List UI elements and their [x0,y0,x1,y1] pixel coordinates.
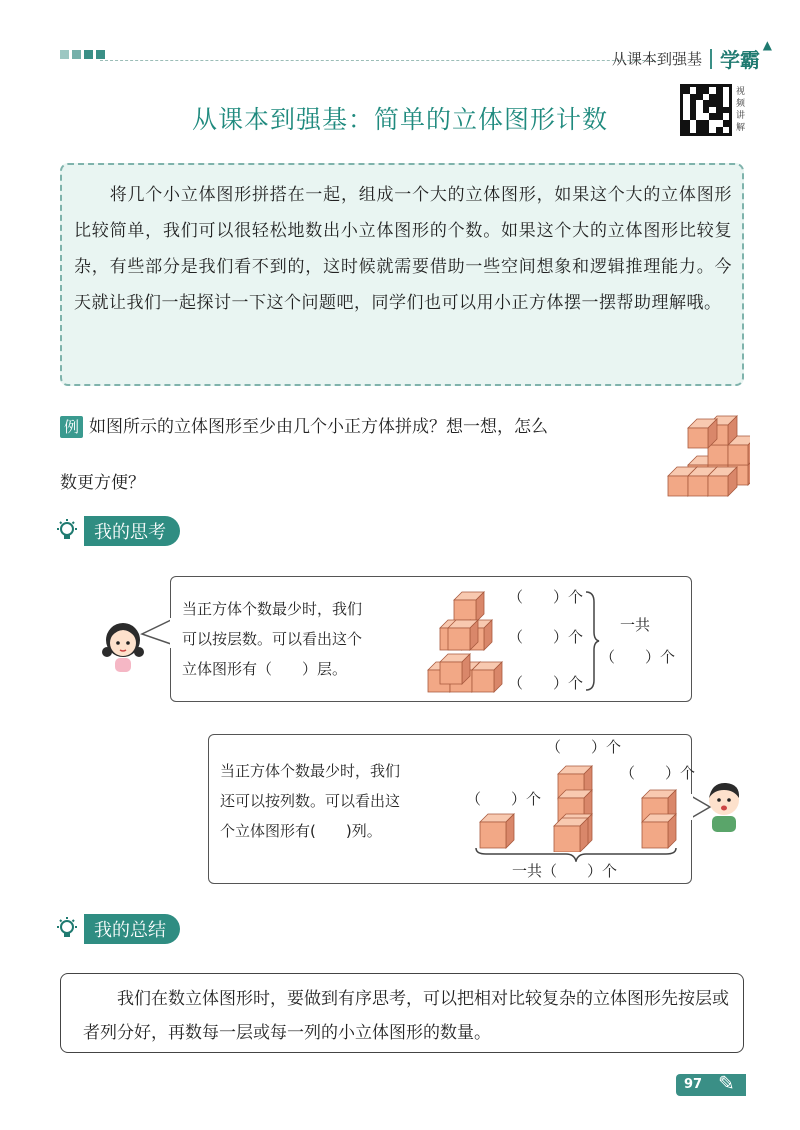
qr-module [716,94,723,101]
layer-top-count: （ ）个 [508,588,584,606]
qr-module [683,120,690,127]
intro-box [60,163,744,386]
qr-module [696,94,703,101]
cube-face [480,822,506,848]
qr-module [690,107,697,114]
pencil-icon: ✎ [718,1071,735,1095]
bubble1-line2: 可以按层数。可以看出这个 [182,630,363,648]
header-divider [100,60,660,61]
qr-module [723,107,730,114]
qr-module [709,100,716,107]
brand-logo [720,38,772,73]
bubble2-line3: 个立体图形有( )列。 [220,822,382,840]
qr-module [696,120,703,127]
qr-module [716,100,723,107]
header-brand-area [611,38,772,73]
example-text-line2: 数更方便？ [60,473,145,493]
qr-module [683,127,690,134]
bubble1-line3: 立体图形有（ ）层。 [182,660,348,678]
summary-box [60,973,744,1053]
qr-module [716,127,723,134]
qr-module [716,87,723,94]
qr-module [703,87,710,94]
cube-face [440,662,462,684]
qr-module [703,127,710,134]
layers-total-label: 一共 [620,616,651,634]
qr-module [696,127,703,134]
columns-total: 一共（ ）个 [512,862,618,880]
right-brace [584,590,600,692]
brand-text: 学霸 [720,48,760,72]
qr-module [703,100,710,107]
page-number: 97 [676,1074,746,1096]
qr-module [709,113,716,120]
example-cube-figure [660,408,750,500]
cube-face [454,600,476,622]
column-left-count: （ ）个 [466,790,542,808]
cube-face [708,476,728,496]
header-separator [710,49,712,69]
girl-avatar [100,618,146,674]
qr-module [696,87,703,94]
cube-face [668,476,688,496]
section-thinking [52,516,180,546]
cube-face [688,476,708,496]
example-text-line1: 如图所示的立体图形至少由几个小正方体拼成？想一想，怎么 [89,417,549,437]
layers-cube-figure [424,580,506,698]
qr-module [703,120,710,127]
cube-face [728,445,748,465]
cube-face [708,445,728,465]
book-name: 从课本到强基 [611,50,702,68]
bubble2-text [220,756,400,846]
intro-text: 将几个小立体图形拼搭在一起，组成一个大的立体图形，如果这个大的立体图形比较简单，我们可以很轻松地数出小立体图形的个数。如果这个大的立体图形比较复杂，有些部分是我们看不到的，这时候就需要借助一些空间想象和逻辑推理能力。今天就让我们一起探讨一下这个问题吧，同学们也可以用小正方体摆一摆帮助理解哦。 [74,185,732,313]
boy-avatar [704,778,744,834]
layers-total-count: （ ）个 [600,648,676,666]
bubble2-line1: 当正方体个数最少时，我们 [220,762,401,780]
qr-module [690,113,697,120]
qr-module [723,120,730,127]
lightbulb-icon [52,914,82,944]
example-question [60,410,680,444]
layer-middle-count: （ ）个 [508,628,584,646]
section-thinking-label: 我的思考 [84,516,180,546]
qr-module [703,107,710,114]
qr-module [690,94,697,101]
cube-face [642,822,668,848]
cube-face [688,428,708,448]
cube-face [448,628,470,650]
summary-text: 我们在数立体图形时，要做到有序思考，可以把相对比较复杂的立体图形先按层或者列分好，再数每一层或每一列的小立体图形的数量。 [83,989,729,1043]
qr-module [709,94,716,101]
header-decoration [60,50,105,59]
page-title: 从课本到强基：简单的立体图形计数 [191,105,608,134]
section-summary [52,914,180,944]
lightbulb-icon [52,516,82,546]
example-badge: 例 [60,416,83,438]
qr-label: 视频讲解 [736,87,746,133]
qr-module [716,113,723,120]
column-middle-count: （ ）个 [546,738,622,756]
bubble1-line1: 当正方体个数最少时，我们 [182,600,363,618]
bubble2-line2: 还可以按列数。可以看出这 [220,792,401,810]
qr-module [690,100,697,107]
cube-face [472,670,494,692]
qr-module [716,107,723,114]
qr-module [683,87,690,94]
column-right-count: （ ）个 [620,764,696,782]
section-summary-label: 我的总结 [84,914,180,944]
qr-code-icon[interactable] [680,84,732,136]
bubble1-text [182,594,362,684]
layer-bottom-count: （ ）个 [508,674,584,692]
graduation-cap-icon: ▲ [762,38,772,52]
